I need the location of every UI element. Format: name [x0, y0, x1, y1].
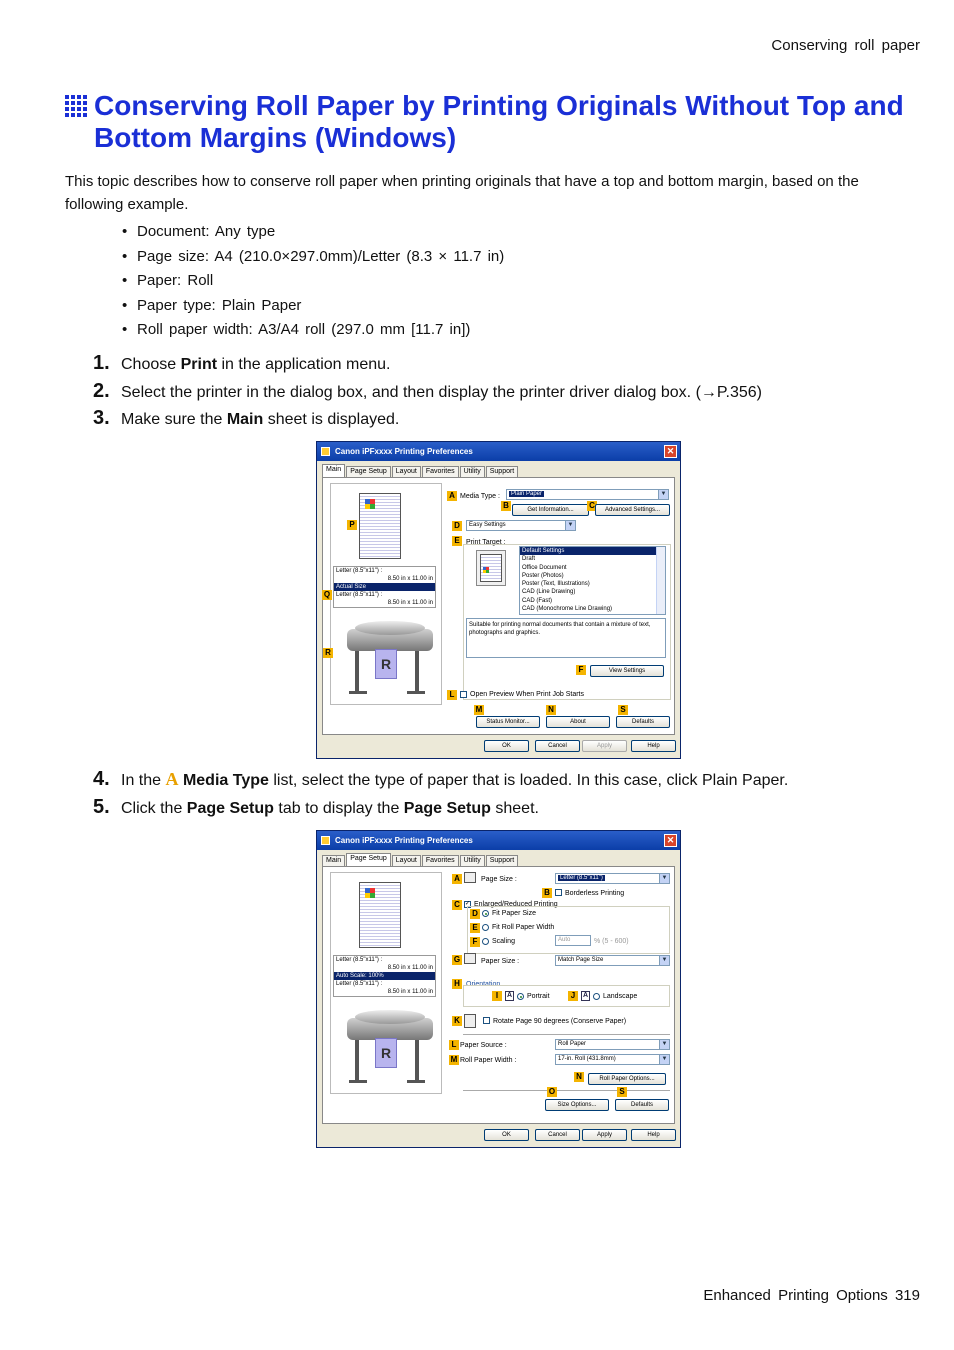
- tab-strip: [322, 853, 519, 866]
- dialog-title: Canon iPFxxxx Printing Preferences: [335, 836, 473, 845]
- step-bold: Page Setup: [403, 800, 491, 817]
- scaling-input[interactable]: [555, 935, 591, 946]
- dialog-title-bar: [317, 442, 680, 461]
- running-head: Conserving roll paper: [771, 37, 920, 54]
- callout-f: F: [470, 937, 480, 947]
- landscape-label: Landscape: [603, 993, 638, 1000]
- defaults-button[interactable]: Defaults: [615, 1099, 669, 1111]
- printer-illustration: [345, 619, 437, 701]
- list-item[interactable]: Draft: [522, 556, 536, 563]
- step-text: tab to display the: [273, 800, 404, 817]
- list-item: • Page size: A4 (210.0×297.0mm)/Letter (8.3 × 11.7 in): [122, 246, 504, 271]
- landscape-icon: A: [582, 992, 589, 999]
- step-5: [93, 794, 539, 820]
- size-info-box: [333, 955, 436, 997]
- page-size-icon: [464, 872, 476, 883]
- callout-o: O: [548, 1087, 556, 1096]
- target-thumbnail: [476, 550, 506, 586]
- about-button[interactable]: About: [546, 716, 610, 728]
- list-item[interactable]: Default Settings: [520, 547, 665, 555]
- media-type-value: Plain Paper: [511, 491, 543, 497]
- close-icon[interactable]: ✕: [664, 834, 677, 847]
- portrait-radio[interactable]: [517, 993, 524, 1000]
- list-item[interactable]: Poster (Photos): [522, 572, 564, 579]
- callout-p: P: [347, 520, 357, 530]
- help-button[interactable]: Help: [631, 1129, 676, 1141]
- step-text: Choose: [121, 356, 181, 373]
- main-panel: [322, 477, 675, 735]
- paper-size-value: Match Page Size: [558, 957, 604, 963]
- advanced-settings-button[interactable]: Advanced Settings...: [595, 504, 670, 516]
- size-line: Letter (8.5"x11") :: [336, 592, 383, 598]
- tab-main[interactable]: Main: [322, 855, 345, 866]
- roll-paper-options-button[interactable]: Roll Paper Options...: [588, 1073, 666, 1085]
- callout-e: E: [470, 923, 480, 933]
- callout-l: L: [449, 1040, 459, 1050]
- callout-j: J: [568, 991, 578, 1001]
- callout-c: C: [587, 501, 597, 511]
- apply-button[interactable]: Apply: [582, 740, 627, 752]
- scaling-label: Scaling: [492, 938, 515, 945]
- callout-b: B: [501, 501, 511, 511]
- step-number: 5.: [93, 796, 110, 818]
- chevron-down-icon: ▼: [659, 956, 669, 965]
- size-info-box: [333, 566, 436, 608]
- orientation-label: Orientation: [466, 981, 501, 988]
- callout-r: R: [323, 648, 333, 658]
- step-number: 3.: [93, 407, 110, 429]
- tab-support[interactable]: Support: [486, 466, 519, 477]
- tab-strip: [322, 464, 519, 477]
- callout-m: M: [475, 705, 483, 714]
- tab-utility[interactable]: Utility: [460, 855, 485, 866]
- preview-area: [330, 483, 442, 705]
- page-size-select[interactable]: [555, 873, 670, 884]
- rotate-page-icon: [464, 1014, 476, 1028]
- defaults-button[interactable]: Defaults: [616, 716, 670, 728]
- step-number: 4.: [93, 768, 110, 790]
- callout-n: N: [574, 1072, 584, 1082]
- list-item[interactable]: Office Document: [522, 564, 567, 571]
- fit-paper-radio[interactable]: [482, 910, 489, 917]
- preview-area: [330, 872, 442, 1094]
- tab-layout[interactable]: Layout: [392, 855, 421, 866]
- callout-b: B: [542, 888, 552, 898]
- callout-a: A: [447, 491, 457, 501]
- media-type-label: Media Type :: [460, 493, 500, 500]
- size-options-button[interactable]: Size Options...: [545, 1099, 609, 1111]
- printer-icon: [321, 836, 330, 845]
- roll-width-select[interactable]: [555, 1054, 670, 1065]
- chevron-down-icon: ▼: [659, 1040, 669, 1049]
- step-text: list, select the type of paper that is loaded. In this case, click Plain Paper.: [268, 772, 789, 789]
- page-size-label: Page Size :: [481, 876, 517, 883]
- page-setup-panel: [322, 866, 675, 1124]
- get-information-button[interactable]: Get Information...: [512, 504, 589, 516]
- open-preview-label: Open Preview When Print Job Starts: [470, 691, 584, 698]
- close-icon[interactable]: ✕: [664, 445, 677, 458]
- step-text: sheet.: [490, 800, 539, 817]
- grid-icon: [65, 95, 87, 117]
- description-box: Suitable for printing normal documents that contain a mixture of text, photographs and graphics.: [466, 618, 666, 658]
- roll-width-value: 17-in. Roll (431.8mm): [558, 1056, 616, 1062]
- callout-i: I: [492, 991, 502, 1001]
- step-1: [93, 350, 391, 376]
- apply-button[interactable]: Apply: [582, 1129, 627, 1141]
- step-bold: Print: [180, 356, 218, 373]
- section-heading: [65, 90, 925, 154]
- scrollbar[interactable]: [656, 547, 665, 614]
- page-setup-dialog: [316, 830, 681, 1148]
- paper-source-value: Roll Paper: [558, 1041, 587, 1047]
- divider: [463, 1034, 670, 1035]
- divider: [463, 1090, 670, 1091]
- tab-favorites[interactable]: Favorites: [422, 466, 459, 477]
- callout-f: F: [576, 665, 586, 675]
- step-number: 1.: [93, 352, 110, 374]
- chevron-down-icon: ▼: [659, 1055, 669, 1064]
- step-3: [93, 405, 399, 431]
- callout-s: S: [618, 705, 628, 715]
- page-preview: [359, 493, 401, 559]
- print-target-list[interactable]: [519, 546, 666, 615]
- size-line: 8.50 in x 11.00 in: [387, 989, 433, 995]
- tab-main[interactable]: Main: [322, 464, 345, 477]
- step-bold: Media Type: [182, 772, 269, 789]
- paper-size-icon: [464, 953, 476, 964]
- rotate-checkbox[interactable]: [483, 1017, 490, 1024]
- portrait-label: Portrait: [527, 993, 550, 1000]
- list-item: • Document: Any type: [122, 221, 504, 246]
- paper-size-select[interactable]: [555, 955, 670, 966]
- step-text: Select the printer in the dialog box, and then display the printer driver dialog box. (→P.356): [121, 384, 762, 401]
- output-sheet: R: [375, 1038, 397, 1068]
- step-bold: Page Setup: [186, 800, 274, 817]
- tab-utility[interactable]: Utility: [460, 466, 485, 477]
- enlarged-checkbox[interactable]: ✓: [465, 901, 471, 907]
- callout-n: N: [546, 705, 556, 715]
- paper-source-label: Paper Source :: [460, 1042, 507, 1049]
- callout-a: A: [452, 874, 462, 884]
- fit-paper-label: Fit Paper Size: [492, 910, 536, 917]
- callout-s: S: [617, 1087, 627, 1097]
- callout-a-inline: A: [165, 769, 179, 789]
- chevron-down-icon: ▼: [659, 874, 669, 883]
- callout-m: M: [450, 1055, 458, 1064]
- size-line: Auto Scale: 100%: [334, 972, 435, 980]
- paper-size-label: Paper Size :: [481, 958, 520, 965]
- page-preview: [359, 882, 401, 948]
- size-line: Actual Size: [334, 583, 435, 591]
- size-line: Letter (8.5"x11") :: [336, 957, 383, 963]
- step-text: In the: [121, 772, 166, 789]
- view-settings-button[interactable]: View Settings: [590, 665, 664, 677]
- cancel-button[interactable]: Cancel: [535, 1129, 580, 1141]
- tab-page-setup[interactable]: Page Setup: [346, 853, 391, 866]
- list-item[interactable]: CAD (Fast): [522, 597, 552, 604]
- page-title: Conserving Roll Paper by Printing Originals Without Top and Bottom Margins (Windows): [94, 90, 904, 153]
- scaling-range: % (5 - 600): [594, 938, 629, 945]
- list-item[interactable]: Poster (Text, Illustrations): [522, 581, 590, 588]
- scaling-radio[interactable]: [482, 938, 489, 945]
- scaling-value: Auto: [558, 937, 571, 943]
- size-line: Letter (8.5"x11") :: [336, 568, 383, 574]
- page-size-value: Letter (8.5"x11"): [560, 875, 603, 881]
- example-list: [122, 221, 504, 344]
- intro-paragraph: This topic describes how to conserve roll paper when printing originals that have a top and bottom margin, based on the following example.: [65, 173, 859, 213]
- callout-c: C: [452, 900, 462, 910]
- rotate-label: Rotate Page 90 degrees (Conserve Paper): [493, 1018, 627, 1025]
- list-item: • Roll paper width: A3/A4 roll (297.0 mm [11.7 in]): [122, 319, 504, 344]
- callout-d: D: [470, 909, 480, 919]
- portrait-icon: A: [506, 992, 513, 999]
- settings-mode-select[interactable]: [466, 520, 576, 531]
- footer-section: Enhanced Printing Options: [703, 1287, 888, 1304]
- borderless-label: Borderless Printing: [565, 890, 625, 897]
- ok-button[interactable]: OK: [484, 740, 529, 752]
- ok-button[interactable]: OK: [484, 1129, 529, 1141]
- tab-support[interactable]: Support: [486, 855, 519, 866]
- step-text: in the application menu.: [217, 356, 391, 373]
- size-line: 8.50 in x 11.00 in: [387, 600, 433, 606]
- enlarged-label: Enlarged/Reduced Printing: [474, 901, 558, 908]
- roll-width-label: Roll Paper Width :: [460, 1057, 517, 1064]
- borderless-checkbox[interactable]: [555, 889, 562, 896]
- fit-roll-label: Fit Roll Paper Width: [492, 924, 555, 931]
- chevron-down-icon: ▼: [565, 521, 575, 530]
- page-footer: [703, 1287, 920, 1304]
- step-number: 2.: [93, 380, 110, 402]
- media-type-select[interactable]: [506, 489, 669, 500]
- paper-source-select[interactable]: [555, 1039, 670, 1050]
- chevron-down-icon: ▼: [658, 490, 668, 499]
- size-line: 8.50 in x 11.00 in: [387, 576, 433, 582]
- tab-layout[interactable]: Layout: [392, 466, 421, 477]
- callout-h: H: [452, 979, 462, 989]
- callout-l: L: [447, 690, 457, 700]
- printer-illustration: [345, 1008, 437, 1090]
- main-sheet-dialog: [316, 441, 681, 759]
- size-line: 8.50 in x 11.00 in: [387, 965, 433, 971]
- callout-k: K: [452, 1016, 462, 1026]
- landscape-radio[interactable]: [593, 993, 600, 1000]
- step-text: Make sure the: [121, 411, 227, 428]
- dialog-title: Canon iPFxxxx Printing Preferences: [335, 447, 473, 456]
- list-item: • Paper type: Plain Paper: [122, 295, 504, 320]
- tab-page-setup[interactable]: Page Setup: [346, 466, 391, 477]
- callout-g: G: [453, 955, 461, 964]
- step-4: [93, 766, 788, 792]
- step-2: [93, 378, 762, 404]
- cancel-button[interactable]: Cancel: [535, 740, 580, 752]
- callout-q: Q: [323, 590, 331, 599]
- status-monitor-button[interactable]: Status Monitor...: [476, 716, 540, 728]
- callout-e: E: [452, 536, 462, 546]
- print-target-label: Print Target :: [466, 539, 506, 546]
- callout-d: D: [452, 521, 462, 531]
- page-number: 319: [894, 1287, 920, 1304]
- size-line: Letter (8.5"x11") :: [336, 981, 383, 987]
- open-preview-checkbox[interactable]: [460, 691, 467, 698]
- list-item[interactable]: CAD (Line Drawing): [522, 589, 576, 596]
- step-bold: Main: [226, 411, 264, 428]
- printer-icon: [321, 447, 330, 456]
- output-sheet: R: [375, 649, 397, 679]
- settings-mode-value: Easy Settings: [469, 522, 506, 528]
- list-item[interactable]: CAD (Monochrome Line Drawing): [522, 606, 613, 613]
- fit-roll-radio[interactable]: [482, 924, 489, 931]
- list-item: • Paper: Roll: [122, 270, 504, 295]
- help-button[interactable]: Help: [631, 740, 676, 752]
- step-text: Click the: [121, 800, 187, 817]
- step-text: sheet is displayed.: [263, 411, 400, 428]
- tab-favorites[interactable]: Favorites: [422, 855, 459, 866]
- dialog-title-bar: [317, 831, 680, 850]
